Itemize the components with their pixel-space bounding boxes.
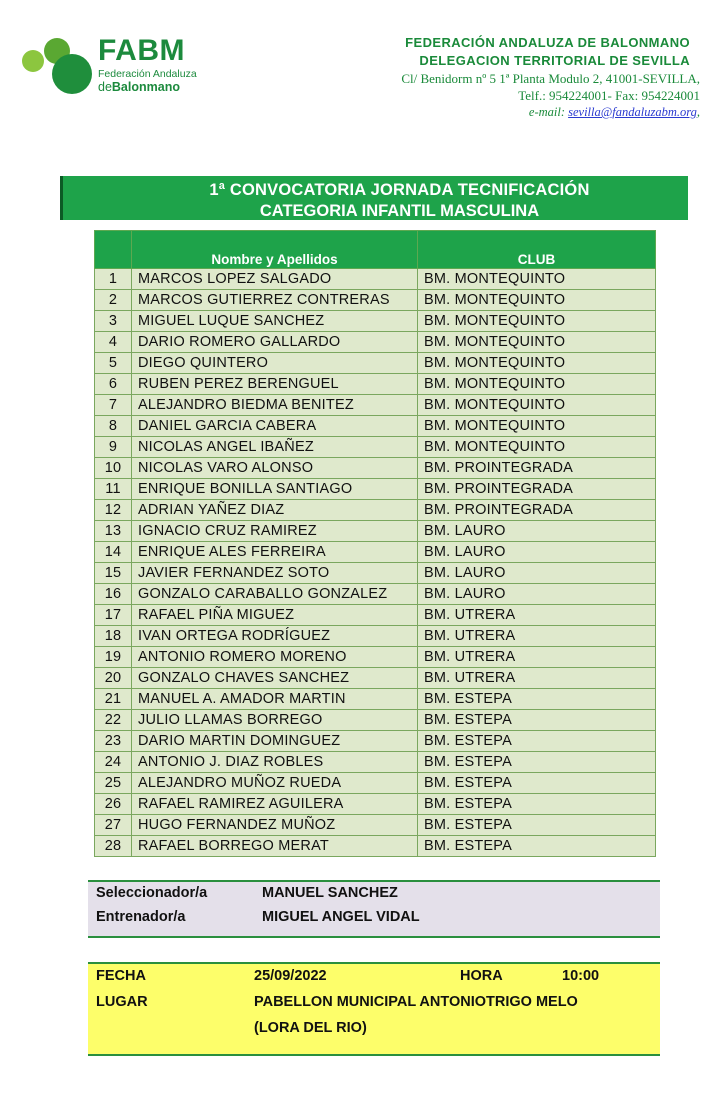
phone-fax: Telf.: 954224001- Fax: 954224001 bbox=[518, 88, 700, 103]
table-row bbox=[95, 815, 656, 836]
header-club: CLUB bbox=[418, 231, 656, 269]
player-name: JULIO LLAMAS BORREGO bbox=[132, 710, 418, 731]
player-name: MARCOS GUTIERREZ CONTRERAS bbox=[132, 290, 418, 311]
club-name: BM. LAURO bbox=[418, 521, 656, 542]
table-row bbox=[95, 563, 656, 584]
header-info bbox=[340, 34, 700, 121]
fabm-logo bbox=[22, 36, 202, 100]
title-bar bbox=[60, 176, 688, 220]
logo-brand: FABM bbox=[98, 34, 185, 67]
player-name: ADRIAN YAÑEZ DIAZ bbox=[132, 500, 418, 521]
row-number: 10 bbox=[95, 458, 132, 479]
club-name: BM. MONTEQUINTO bbox=[418, 353, 656, 374]
row-number: 20 bbox=[95, 668, 132, 689]
club-name: BM. MONTEQUINTO bbox=[418, 416, 656, 437]
table-row bbox=[95, 773, 656, 794]
table-row bbox=[95, 668, 656, 689]
table-row bbox=[95, 731, 656, 752]
table-row bbox=[95, 395, 656, 416]
player-name: MANUEL A. AMADOR MARTIN bbox=[132, 689, 418, 710]
table-row bbox=[95, 479, 656, 500]
staff-block bbox=[88, 880, 660, 938]
club-name: BM. ESTEPA bbox=[418, 689, 656, 710]
delegation-name: DELEGACION TERRITORIAL DE SEVILLA bbox=[419, 53, 690, 68]
table-row bbox=[95, 521, 656, 542]
row-number: 15 bbox=[95, 563, 132, 584]
player-name: JAVIER FERNANDEZ SOTO bbox=[132, 563, 418, 584]
header-name: Nombre y Apellidos bbox=[132, 231, 418, 269]
player-name: DANIEL GARCIA CABERA bbox=[132, 416, 418, 437]
player-name: ANTONIO J. DIAZ ROBLES bbox=[132, 752, 418, 773]
email-line: e-mail: sevilla@fandaluzabm.org, bbox=[528, 105, 700, 119]
table-row bbox=[95, 689, 656, 710]
table-row bbox=[95, 542, 656, 563]
player-name: IVAN ORTEGA RODRÍGUEZ bbox=[132, 626, 418, 647]
row-number: 17 bbox=[95, 605, 132, 626]
row-number: 11 bbox=[95, 479, 132, 500]
date-label: FECHA bbox=[96, 968, 146, 984]
row-number: 13 bbox=[95, 521, 132, 542]
row-number: 18 bbox=[95, 626, 132, 647]
club-name: BM. MONTEQUINTO bbox=[418, 437, 656, 458]
row-number: 1 bbox=[95, 269, 132, 290]
player-name: RAFAEL PIÑA MIGUEZ bbox=[132, 605, 418, 626]
club-name: BM. UTRERA bbox=[418, 626, 656, 647]
row-number: 21 bbox=[95, 689, 132, 710]
org-name: FEDERACIÓN ANDALUZA DE BALONMANO bbox=[405, 35, 690, 50]
row-number: 7 bbox=[95, 395, 132, 416]
table-row bbox=[95, 647, 656, 668]
email-link[interactable]: sevilla@fandaluzabm.org bbox=[568, 105, 697, 119]
header-num bbox=[95, 231, 132, 269]
title-line2: CATEGORIA INFANTIL MASCULINA bbox=[259, 202, 540, 220]
player-name: NICOLAS ANGEL IBAÑEZ bbox=[132, 437, 418, 458]
player-name: ALEJANDRO MUÑOZ RUEDA bbox=[132, 773, 418, 794]
club-name: BM. UTRERA bbox=[418, 647, 656, 668]
player-name: NICOLAS VARO ALONSO bbox=[132, 458, 418, 479]
club-name: BM. LAURO bbox=[418, 563, 656, 584]
table-row bbox=[95, 290, 656, 311]
row-number: 26 bbox=[95, 794, 132, 815]
table-row bbox=[95, 584, 656, 605]
row-number: 28 bbox=[95, 836, 132, 857]
row-number: 8 bbox=[95, 416, 132, 437]
table-row bbox=[95, 500, 656, 521]
row-number: 27 bbox=[95, 815, 132, 836]
row-number: 22 bbox=[95, 710, 132, 731]
title-line1: 1ª CONVOCATORIA JORNADA TECNIFICACIÓN bbox=[209, 181, 590, 199]
club-name: BM. ESTEPA bbox=[418, 836, 656, 857]
club-name: BM. PROINTEGRADA bbox=[418, 479, 656, 500]
player-name: RAFAEL BORREGO MERAT bbox=[132, 836, 418, 857]
club-name: BM. MONTEQUINTO bbox=[418, 332, 656, 353]
player-name: DARIO MARTIN DOMINGUEZ bbox=[132, 731, 418, 752]
row-number: 25 bbox=[95, 773, 132, 794]
club-name: BM. ESTEPA bbox=[418, 752, 656, 773]
table-row bbox=[95, 458, 656, 479]
club-name: BM. LAURO bbox=[418, 542, 656, 563]
table-row bbox=[95, 437, 656, 458]
place-label: LUGAR bbox=[96, 994, 148, 1010]
row-number: 12 bbox=[95, 500, 132, 521]
player-name: MIGUEL LUQUE SANCHEZ bbox=[132, 311, 418, 332]
club-name: BM. ESTEPA bbox=[418, 710, 656, 731]
address: Cl/ Benidorm nº 5 1ª Planta Modulo 2, 41001-SEVILLA, bbox=[401, 71, 700, 86]
table-row bbox=[95, 374, 656, 395]
table-row bbox=[95, 752, 656, 773]
club-name: BM. MONTEQUINTO bbox=[418, 269, 656, 290]
row-number: 23 bbox=[95, 731, 132, 752]
club-name: BM. ESTEPA bbox=[418, 731, 656, 752]
club-name: BM. UTRERA bbox=[418, 668, 656, 689]
logo-line1: Federación Andaluza bbox=[98, 68, 197, 80]
club-name: BM. UTRERA bbox=[418, 605, 656, 626]
selector-name: MANUEL SANCHEZ bbox=[262, 885, 398, 901]
row-number: 3 bbox=[95, 311, 132, 332]
place-line2: (LORA DEL RIO) bbox=[254, 1020, 367, 1036]
table-row bbox=[95, 605, 656, 626]
club-name: BM. MONTEQUINTO bbox=[418, 311, 656, 332]
player-name: DARIO ROMERO GALLARDO bbox=[132, 332, 418, 353]
row-number: 16 bbox=[95, 584, 132, 605]
table-row bbox=[95, 836, 656, 857]
player-name: ENRIQUE ALES FERREIRA bbox=[132, 542, 418, 563]
club-name: BM. PROINTEGRADA bbox=[418, 458, 656, 479]
time-value: 10:00 bbox=[562, 968, 600, 984]
player-name: DIEGO QUINTERO bbox=[132, 353, 418, 374]
row-number: 9 bbox=[95, 437, 132, 458]
place-line1: PABELLON MUNICIPAL ANTONIOTRIGO MELO bbox=[254, 994, 578, 1010]
player-name: ALEJANDRO BIEDMA BENITEZ bbox=[132, 395, 418, 416]
player-name: HUGO FERNANDEZ MUÑOZ bbox=[132, 815, 418, 836]
logo-text bbox=[98, 36, 197, 94]
time-label: HORA bbox=[460, 968, 503, 984]
club-name: BM. PROINTEGRADA bbox=[418, 500, 656, 521]
date-value: 25/09/2022 bbox=[254, 968, 327, 984]
player-name: ENRIQUE BONILLA SANTIAGO bbox=[132, 479, 418, 500]
table-row bbox=[95, 626, 656, 647]
row-number: 2 bbox=[95, 290, 132, 311]
logo-line2: deBalonmano bbox=[98, 80, 180, 94]
club-name: BM. ESTEPA bbox=[418, 815, 656, 836]
table-row bbox=[95, 416, 656, 437]
player-name: MARCOS LOPEZ SALGADO bbox=[132, 269, 418, 290]
table-row bbox=[95, 311, 656, 332]
table-row bbox=[95, 353, 656, 374]
row-number: 5 bbox=[95, 353, 132, 374]
row-number: 19 bbox=[95, 647, 132, 668]
player-name: RAFAEL RAMIREZ AGUILERA bbox=[132, 794, 418, 815]
row-number: 6 bbox=[95, 374, 132, 395]
club-name: BM. ESTEPA bbox=[418, 794, 656, 815]
selector-label: Seleccionador/a bbox=[96, 885, 208, 901]
event-block bbox=[88, 962, 660, 1056]
row-number: 4 bbox=[95, 332, 132, 353]
table-row bbox=[95, 269, 656, 290]
player-name: IGNACIO CRUZ RAMIREZ bbox=[132, 521, 418, 542]
club-name: BM. LAURO bbox=[418, 584, 656, 605]
table-header-row bbox=[95, 231, 656, 269]
row-number: 24 bbox=[95, 752, 132, 773]
player-name: GONZALO CHAVES SANCHEZ bbox=[132, 668, 418, 689]
player-name: RUBEN PEREZ BERENGUEL bbox=[132, 374, 418, 395]
logo-dots-icon bbox=[22, 36, 94, 96]
player-name: GONZALO CARABALLO GONZALEZ bbox=[132, 584, 418, 605]
club-name: BM. ESTEPA bbox=[418, 773, 656, 794]
coach-name: MIGUEL ANGEL VIDAL bbox=[262, 909, 420, 925]
club-name: BM. MONTEQUINTO bbox=[418, 290, 656, 311]
table-row bbox=[95, 794, 656, 815]
roster-table bbox=[94, 230, 656, 857]
club-name: BM. MONTEQUINTO bbox=[418, 395, 656, 416]
club-name: BM. MONTEQUINTO bbox=[418, 374, 656, 395]
table-row bbox=[95, 332, 656, 353]
coach-label: Entrenador/a bbox=[96, 909, 186, 925]
player-name: ANTONIO ROMERO MORENO bbox=[132, 647, 418, 668]
table-row bbox=[95, 710, 656, 731]
row-number: 14 bbox=[95, 542, 132, 563]
